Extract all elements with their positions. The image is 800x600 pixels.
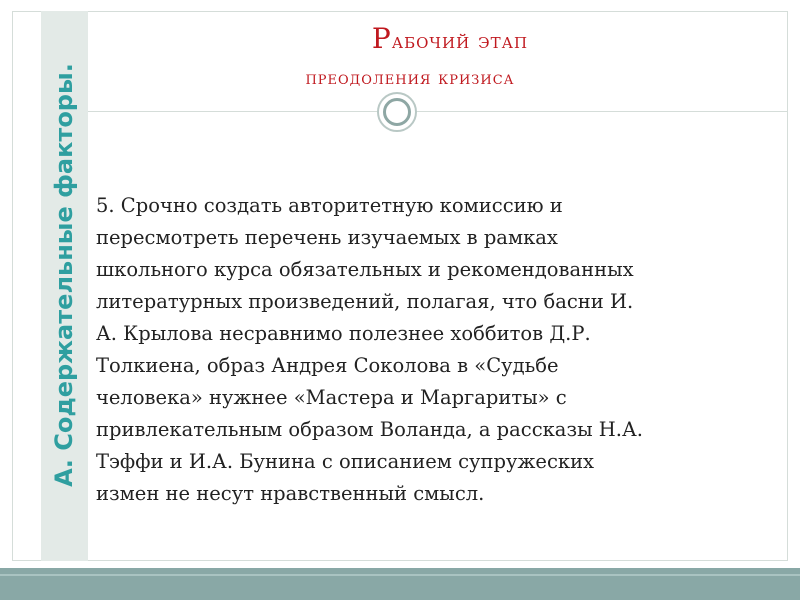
body-line: пересмотреть перечень изучаемых в рамках bbox=[96, 226, 558, 249]
bottom-bar-line bbox=[0, 574, 800, 576]
ring-ornament-icon bbox=[377, 92, 417, 132]
slide-title-line-2: преодоления кризиса bbox=[305, 68, 515, 89]
title-cap-letter: Р bbox=[371, 22, 392, 55]
body-line: 5. Срочно создать авторитетную комиссию и bbox=[96, 194, 563, 217]
body-line: школьного курса обязательных и рекомендованных bbox=[96, 258, 634, 281]
title-divider bbox=[88, 111, 788, 112]
body-line: литературных произведений, полагая, что басни И. bbox=[96, 290, 634, 313]
body-line: Тэффи и И.А. Бунина с описанием супружеских bbox=[96, 450, 595, 473]
body-line: А. Крылова несравнимо полезнее хоббитов Д.Р. bbox=[96, 322, 591, 345]
bottom-bar bbox=[0, 568, 800, 600]
slide-title-line-1 bbox=[290, 22, 610, 55]
body-text bbox=[96, 190, 766, 510]
body-line: Толкиена, образ Андрея Соколова в «Судьбе bbox=[96, 354, 559, 377]
body-line: привлекательным образом Воланда, а рассказы Н.А. bbox=[96, 418, 643, 441]
body-line: измен не несут нравственный смысл. bbox=[96, 482, 485, 505]
ring-inner bbox=[383, 98, 411, 126]
title-rest: абочий этап bbox=[391, 29, 529, 54]
side-title: А. Содержательные факторы. bbox=[50, 63, 78, 487]
body-line: человека» нужнее «Мастера и Маргариты» с bbox=[96, 386, 567, 409]
